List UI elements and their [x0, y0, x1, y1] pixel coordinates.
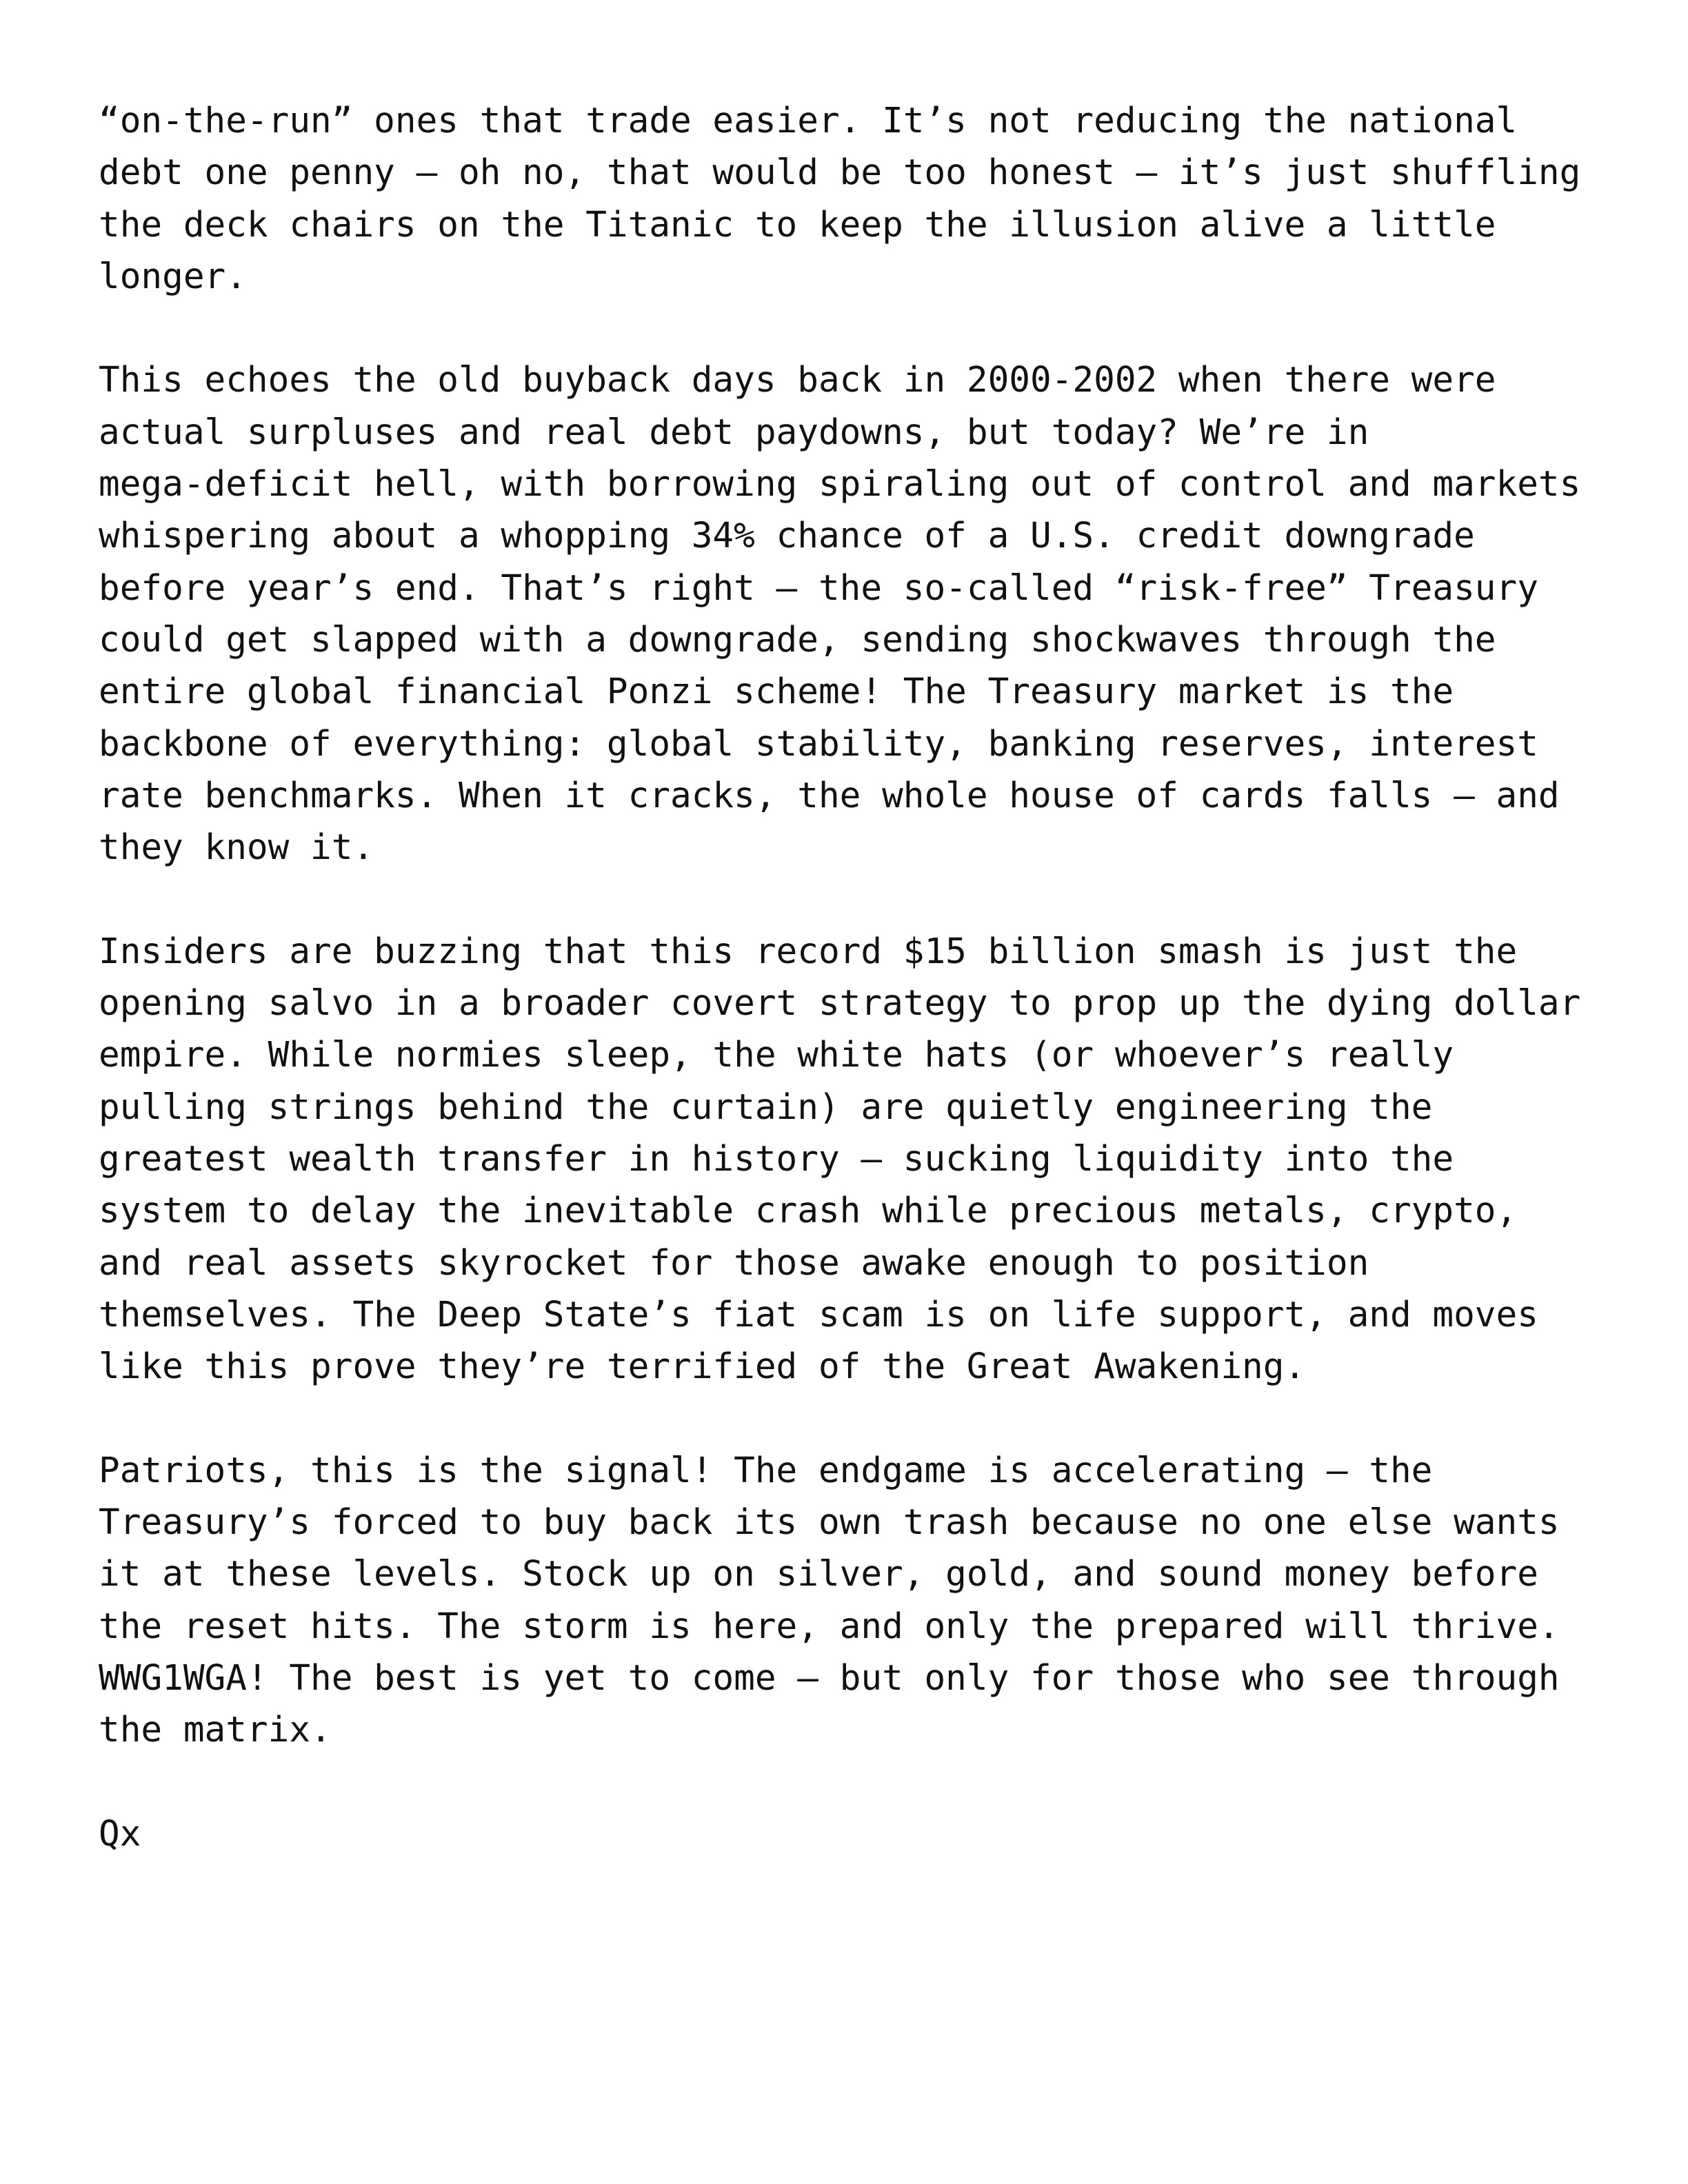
text-line: Insiders are buzzing that this record $15 billion smash is just the	[99, 931, 1518, 972]
text-line: themselves. The Deep State’s fiat scam is on life support, and moves	[99, 1294, 1538, 1335]
text-line: the matrix.	[99, 1710, 332, 1751]
text-line: entire global financial Ponzi scheme! The Treasury market is the	[99, 671, 1454, 713]
text-line: longer.	[99, 256, 247, 297]
text-line: mega-deficit hell, with borrowing spiraling out of control and markets	[99, 464, 1581, 505]
text-line: system to delay the inevitable crash while precious metals, crypto,	[99, 1191, 1518, 1232]
paragraph-1	[99, 95, 1616, 303]
text-line: backbone of everything: global stability, banking reserves, interest	[99, 723, 1538, 765]
text-line: This echoes the old buyback days back in 2000-2002 when there were	[99, 360, 1496, 401]
text-line: like this prove they’re terrified of the Great Awakening.	[99, 1346, 1306, 1388]
text-line: it at these levels. Stock up on silver, gold, and sound money before	[99, 1554, 1538, 1595]
text-line: rate benchmarks. When it cracks, the whole house of cards falls — and	[99, 775, 1560, 816]
text-line: could get slapped with a downgrade, sending shockwaves through the	[99, 619, 1496, 660]
text-line: pulling strings behind the curtain) are quietly engineering the	[99, 1086, 1433, 1128]
text-line: and real assets skyrocket for those awake enough to position	[99, 1242, 1369, 1284]
text-line: the deck chairs on the Titanic to keep the illusion alive a little	[99, 204, 1496, 245]
text-line: actual surpluses and real debt paydowns, but today? We’re in	[99, 412, 1369, 453]
text-line: greatest wealth transfer in history — sucking liquidity into the	[99, 1138, 1454, 1180]
text-line: empire. While normies sleep, the white hats (or whoever’s really	[99, 1035, 1454, 1076]
text-line: they know it.	[99, 827, 374, 869]
paragraph-2	[99, 354, 1616, 873]
paragraph-4	[99, 1445, 1616, 1757]
text-line: Patriots, this is the signal! The endgame is accelerating — the	[99, 1450, 1433, 1491]
text-line: debt one penny — oh no, that would be too honest — it’s just shuffling	[99, 152, 1581, 194]
document-page	[99, 95, 1616, 1860]
text-line: opening salvo in a broader covert strategy to prop up the dying dollar	[99, 983, 1581, 1024]
signature-text: Qx	[99, 1813, 141, 1854]
text-line: Treasury’s forced to buy back its own trash because no one else wants	[99, 1502, 1560, 1544]
text-line: before year’s end. That’s right — the so-called “risk-free” Treasury	[99, 567, 1538, 609]
paragraph-3	[99, 926, 1616, 1393]
text-line: whispering about a whopping 34% chance of a U.S. credit downgrade	[99, 516, 1475, 557]
text-line: WWG1WGA! The best is yet to come — but only for those who see through	[99, 1657, 1560, 1699]
text-line: the reset hits. The storm is here, and only the prepared will thrive.	[99, 1606, 1560, 1647]
text-line: “on-the-run” ones that trade easier. It’s not reducing the national	[99, 101, 1518, 141]
signature	[99, 1808, 1616, 1860]
